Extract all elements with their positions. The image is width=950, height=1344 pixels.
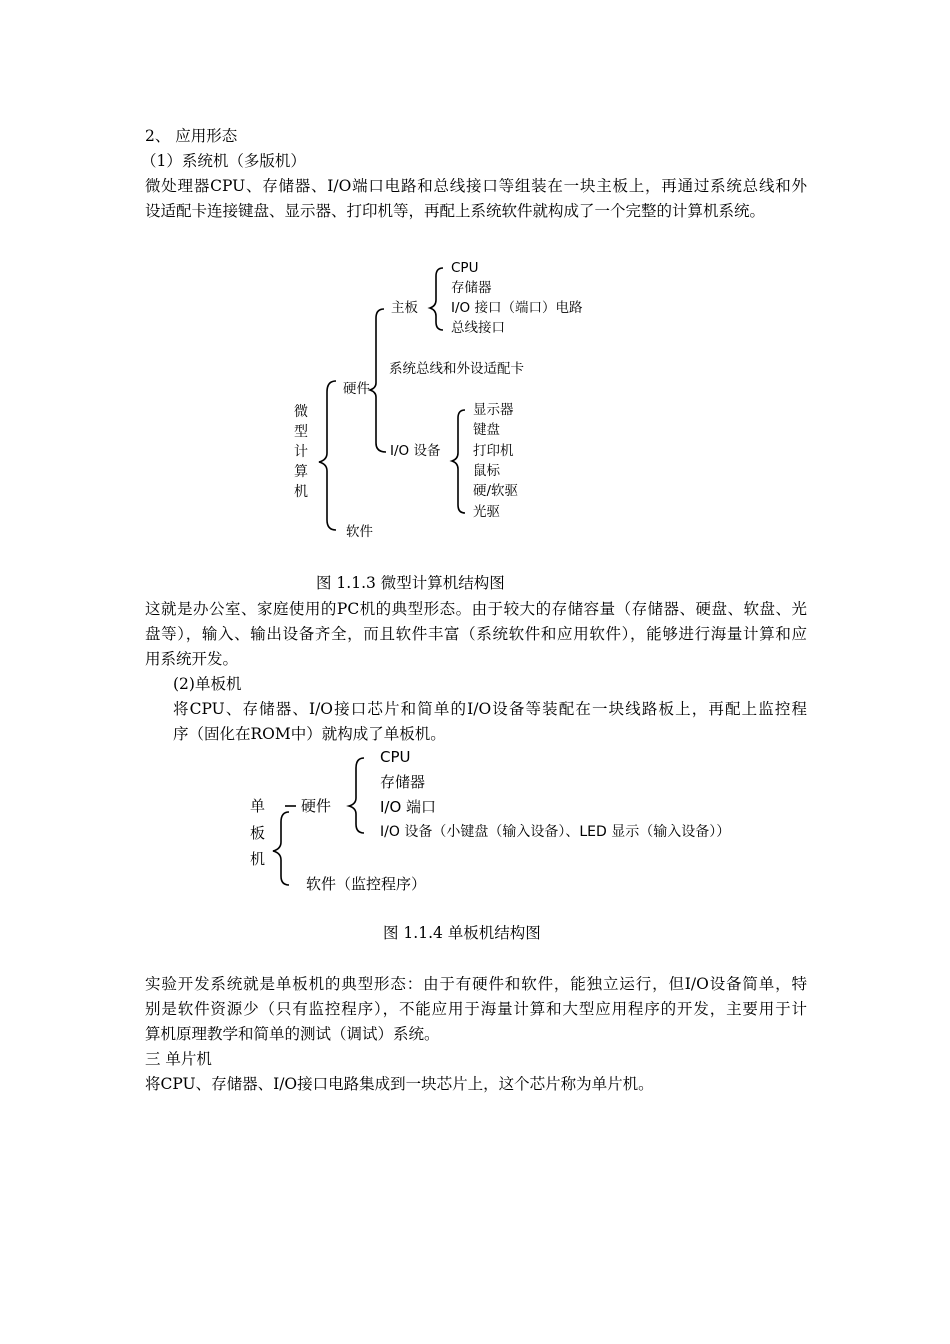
diagram1-root-char: 微 <box>294 404 308 420</box>
diagram1-io-item: 键盘 <box>473 422 500 438</box>
diagram1-bus-card-label: 系统总线和外设适配卡 <box>389 361 524 377</box>
diagram2-software-label: 软件（监控程序） <box>306 875 427 893</box>
diagram1-root-char: 计 <box>294 444 308 460</box>
diagram1-mainboard-item: 总线接口 <box>451 320 505 336</box>
section-heading-single-chip: 三 单片机 <box>145 1050 212 1068</box>
figure-caption-1-1-3: 图 1.1.3 微型计算机结构图 <box>316 574 505 592</box>
diagram1-io-item: 光驱 <box>473 504 500 520</box>
paragraph-line: 将CPU、存储器、I/O接口电路集成到一块芯片上，这个芯片称为单片机。 <box>145 1075 654 1093</box>
figure-caption-1-1-4: 图 1.1.4 单板机结构图 <box>383 924 541 942</box>
diagram1-io-item: 显示器 <box>473 402 514 418</box>
diagram1-root-char: 算 <box>294 464 308 480</box>
diagram1-io-devices-label: I/O 设备 <box>390 443 441 459</box>
diagram1-hardware-label: 硬件 <box>343 381 370 397</box>
subheading-system-machine: （1）系统机（多版机） <box>141 152 306 170</box>
diagram1-io-item: 鼠标 <box>473 463 500 479</box>
diagram1-io-item: 硬/软驱 <box>473 483 519 499</box>
diagram1-mainboard-item: 存储器 <box>451 280 492 296</box>
paragraph-line: 设适配卡连接键盘、显示器、打印机等，再配上系统软件就构成了一个完整的计算机系统。 <box>145 202 766 220</box>
paragraph-line: 用系统开发。 <box>145 650 239 668</box>
paragraph-line: 将CPU、存储器、I/O接口芯片和简单的I/O设备等装配在一块线路板上，再配上监控程 <box>173 700 807 718</box>
diagram1-mainboard-item: CPU <box>451 260 479 276</box>
paragraph-line: 别是软件资源少（只有监控程序），不能应用于海量计算和大型应用程序的开发，主要用于计 <box>145 1000 807 1018</box>
paragraph-line: 这就是办公室、家庭使用的PC机的典型形态。由于较大的存储容量（存储器、硬盘、软盘、光 <box>145 600 807 618</box>
diagram1-mainboard-item: I/O 接口（端口）电路 <box>451 300 583 316</box>
diagram1-root-char: 机 <box>294 484 308 500</box>
subheading-single-board: (2)单板机 <box>173 675 242 693</box>
diagram1-io-item: 打印机 <box>473 443 514 459</box>
diagram1-root-char: 型 <box>294 424 308 440</box>
paragraph-line: 微处理器CPU、存储器、I/O端口电路和总线接口等组装在一块主板上，再通过系统总线和外 <box>145 177 807 195</box>
diagram2-hardware-item: CPU <box>380 748 411 766</box>
paragraph-line: 算机原理教学和简单的测试（调试）系统。 <box>145 1025 440 1043</box>
diagram2-root-char: 单 <box>250 797 266 815</box>
diagram1-software-label: 软件 <box>346 524 373 540</box>
diagram2-hardware-item: I/O 端口 <box>380 798 437 816</box>
paragraph-line: 实验开发系统就是单板机的典型形态：由于有硬件和软件，能独立运行，但I/O设备简单，特 <box>145 975 807 993</box>
diagram2-hardware-item: 存储器 <box>380 773 426 791</box>
paragraph-line: 盘等），输入、输出设备齐全，而且软件丰富（系统软件和应用软件），能够进行海量计算和应 <box>145 625 807 643</box>
diagram2-root-char: 机 <box>250 850 266 868</box>
diagram2-hardware-item: I/O 设备（小键盘（输入设备）、LED 显示（输入设备）） <box>380 824 731 840</box>
section-heading-application-forms: 2、 应用形态 <box>145 127 238 145</box>
diagram1-mainboard-label: 主板 <box>391 300 418 316</box>
paragraph-line: 序（固化在ROM中）就构成了单板机。 <box>173 725 446 743</box>
diagram2-hardware-label: 硬件 <box>301 797 332 815</box>
diagram2-root-char: 板 <box>250 824 266 842</box>
